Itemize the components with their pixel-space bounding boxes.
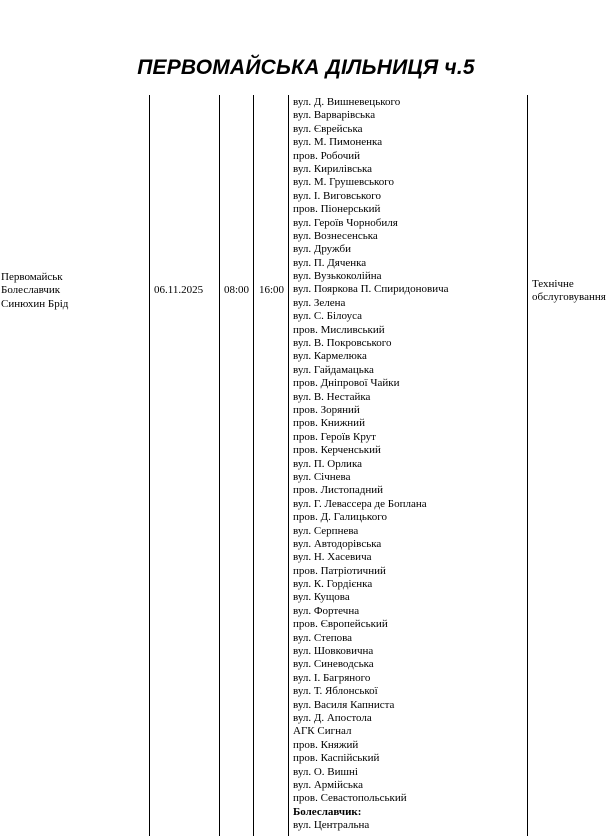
street-item: вул. Героїв Чорнобиля (293, 216, 398, 229)
street-item: пров. Зоряний (293, 403, 360, 416)
street-item: вул. Т. Яблонської (293, 685, 378, 698)
street-item: пров. Севастопольський (293, 792, 407, 805)
location-name: Синюхин Брід (1, 297, 69, 310)
street-item: вул. Д. Вишневецького (293, 96, 401, 108)
street-item: вул. М. Грушевського (293, 176, 395, 189)
street-item: пров. Каспійський (293, 752, 380, 765)
table-column-divider (253, 95, 254, 836)
street-item: пров. Патріотичний (293, 564, 386, 577)
street-item: вул. О. Вишні (293, 765, 358, 778)
street-item: вул. Кирилівська (293, 162, 373, 175)
street-item: пров. Листопадний (293, 484, 383, 497)
locations-cell (1, 271, 68, 311)
street-item: вул. Василя Капниста (293, 698, 395, 711)
street-item: вул. Д. Апостола (293, 711, 372, 724)
table-column-divider (219, 95, 220, 836)
street-item: вул. Н. Хасевича (293, 551, 372, 564)
street-item: вул. Автодорівська (293, 537, 382, 550)
street-item: вул. Степова (293, 631, 353, 644)
street-item: вул. Центральна (293, 819, 370, 832)
street-item: вул. Кармелюка (293, 350, 367, 363)
street-list (293, 96, 449, 832)
street-item: вул. Фортечна (293, 604, 360, 617)
street-item: вул. Г. Левассера де Боплана (293, 497, 427, 510)
location-name: Первомайськ (1, 271, 63, 283)
reason-line: Технічне (532, 278, 574, 290)
street-item: вул. Січнева (293, 470, 351, 483)
street-item: вул. М. Пимоненка (293, 136, 383, 149)
street-item: пров. Мисливський (293, 323, 385, 336)
street-item: вул. Єврейська (293, 122, 363, 135)
street-item: вул. В. Нестайка (293, 390, 371, 403)
street-item: пров. Європейський (293, 618, 388, 631)
section-heading: Болеславчик: (293, 805, 362, 818)
start-time: 08:00 (224, 284, 250, 296)
street-item: пров. Піонерський (293, 203, 381, 216)
street-item: вул. І. Виговського (293, 189, 381, 202)
street-item: вул. Вознесенська (293, 229, 378, 242)
table-column-divider (149, 95, 150, 836)
street-item: пров. Дніпрової Чайки (293, 377, 400, 390)
street-item: пров. Героїв Крут (293, 430, 376, 443)
outage-date: 06.11.2025 (154, 284, 204, 296)
reason-line: обслуговування (532, 291, 606, 304)
street-item: вул. Шовковична (293, 645, 374, 658)
street-item: пров. Книжний (293, 417, 365, 430)
street-item: вул. Вузькоколійна (293, 270, 382, 283)
street-item: пров. Робочий (293, 149, 361, 162)
street-item: вул. Гайдамацька (293, 363, 374, 376)
street-item: пров. Д. Галицького (293, 511, 387, 524)
street-item: пров. Княжий (293, 738, 359, 751)
street-item: вул. Кущова (293, 591, 350, 604)
street-item: вул. Варварівська (293, 109, 376, 122)
street-item: вул. П. Орлика (293, 457, 363, 470)
street-item: вул. В. Покровського (293, 337, 392, 350)
page-title: ПЕРВОМАЙСЬКА ДІЛЬНИЦЯ ч.5 (137, 56, 475, 79)
street-item: пров. Керченський (293, 444, 381, 457)
street-item: вул. Дружби (293, 243, 351, 256)
street-item: вул. Серпнева (293, 524, 359, 537)
street-item: вул. К. Гордієнка (293, 578, 373, 591)
table-column-divider (288, 95, 289, 836)
street-item: вул. П. Дяченка (293, 256, 367, 269)
street-item: вул. І. Багряного (293, 671, 371, 684)
street-item: вул. Армійська (293, 778, 363, 791)
street-item: вул. С. Білоуса (293, 310, 363, 323)
table-column-divider (527, 95, 528, 836)
street-item: АГК Сигнал (293, 725, 352, 738)
street-item: вул. Синеводська (293, 658, 374, 671)
reason-cell (532, 278, 606, 305)
location-name: Болеславчик (1, 284, 61, 297)
street-item: вул. Зелена (293, 296, 346, 309)
street-item: вул. Пояркова П. Спиридоновича (293, 283, 449, 296)
end-time: 16:00 (259, 284, 285, 296)
